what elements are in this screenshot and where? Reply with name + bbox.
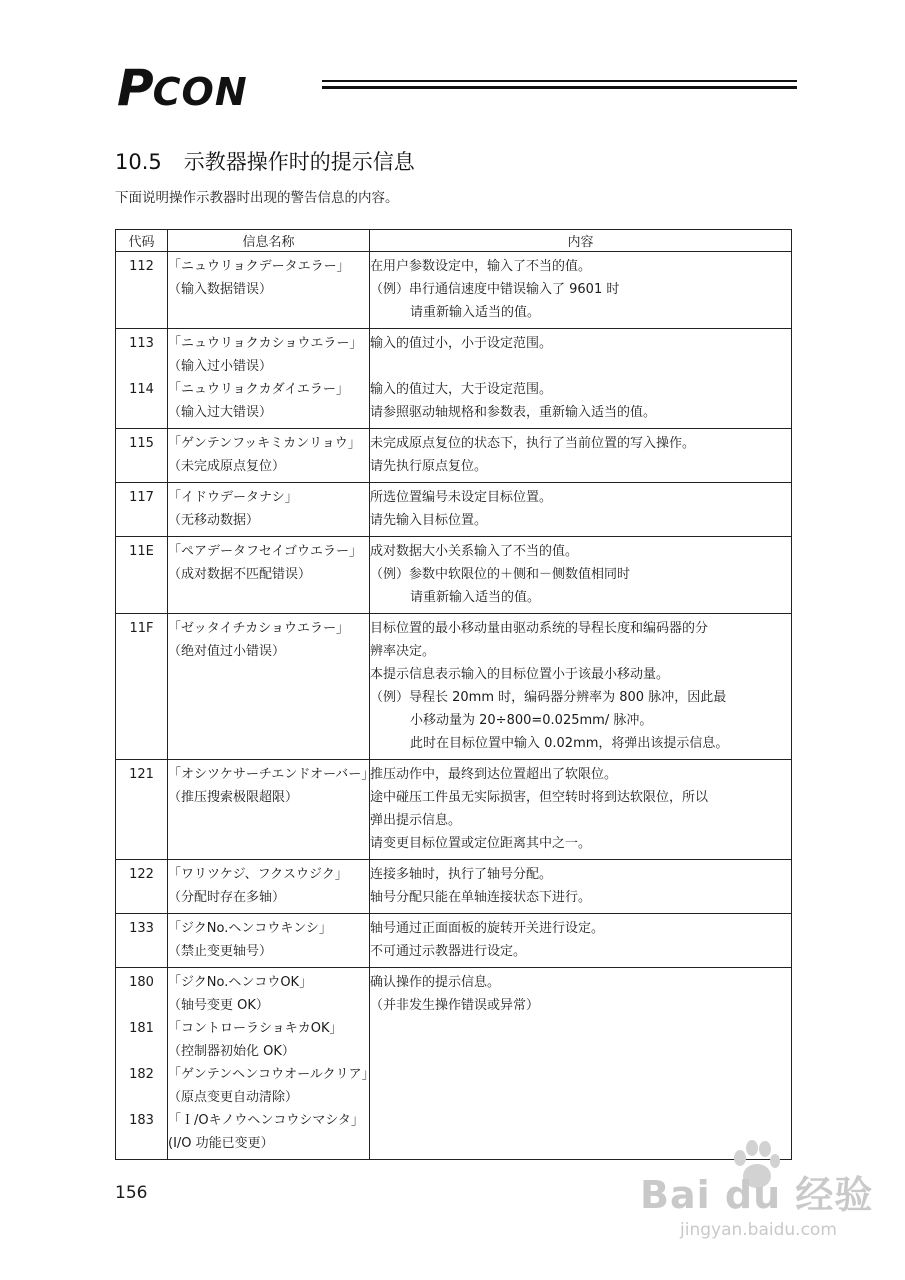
logo-con: CON	[152, 70, 248, 114]
table-row	[116, 760, 792, 860]
name-line: 「ニュウリョクカダイエラー」	[168, 382, 349, 397]
code-cell	[116, 968, 168, 1160]
name-line: （输入过小错误）	[168, 359, 273, 374]
content-line: 确认操作的提示信息。	[370, 975, 501, 990]
code-line	[116, 809, 167, 832]
code-line: 112	[129, 259, 154, 274]
code-cell	[116, 537, 168, 614]
content-line: 连接多轴时，执行了轴号分配。	[370, 867, 553, 882]
code-cell	[116, 914, 168, 968]
name-line: 「オシツケサーチエンドオーバー」	[168, 767, 375, 782]
content-line: 轴号分配只能在单轴连接状态下进行。	[370, 890, 592, 905]
content-line: （并非发生操作错误或异常）	[370, 998, 540, 1013]
content-line: 小移动量为 20÷800=0.025mm/ 脉冲。	[410, 713, 653, 728]
content-line: 所选位置编号未设定目标位置。	[370, 490, 553, 505]
table-row	[116, 483, 792, 537]
name-line: 「ニュウリョクカショウエラー」	[168, 336, 363, 351]
name-line: 「ジクNo.ヘンコウキンシ」	[168, 921, 332, 936]
name-line: （控制器初始化 OK）	[168, 1044, 295, 1059]
name-line: （轴号变更 OK）	[168, 998, 269, 1013]
content-line: （例）导程长 20mm 时，编码器分辨率为 800 脉冲，因此最	[370, 690, 727, 705]
name-line: （分配时存在多轴）	[168, 890, 286, 905]
code-line	[116, 686, 167, 709]
code-line	[116, 563, 167, 586]
code-line	[116, 1040, 167, 1063]
name-line: （推压搜索极限超限）	[168, 790, 299, 805]
code-line: 11F	[129, 621, 154, 636]
name-line: （无移动数据）	[168, 513, 260, 528]
content-cell	[370, 429, 792, 483]
content-line: 输入的值过小，小于设定范围。	[370, 336, 553, 351]
content-cell	[370, 537, 792, 614]
table-row	[116, 968, 792, 1160]
name-line: (I/O 功能已变更）	[168, 1136, 274, 1151]
code-line	[116, 709, 167, 732]
code-line	[116, 663, 167, 686]
baidu-watermark	[640, 1140, 874, 1250]
content-line: 弹出提示信息。	[370, 813, 462, 828]
name-cell	[168, 483, 370, 537]
content-line: 推压动作中，最终到达位置超出了软限位。	[370, 767, 618, 782]
content-cell	[370, 252, 792, 329]
section-number: 10.5	[115, 150, 162, 174]
content-line: 不可通过示教器进行设定。	[370, 944, 527, 959]
section-intro: 下面说明操作示教器时出现的警告信息的内容。	[115, 190, 399, 206]
content-line: 此时在目标位置中输入 0.02mm，将弹出该提示信息。	[410, 736, 729, 751]
name-cell	[168, 429, 370, 483]
content-line: 请重新输入适当的值。	[410, 305, 541, 320]
header-rule	[322, 80, 797, 93]
code-line: 121	[129, 767, 154, 782]
name-line: （未完成原点复位）	[168, 459, 286, 474]
name-line: 「ゼッタイチカショウエラー」	[168, 621, 349, 636]
code-cell	[116, 483, 168, 537]
pcon-logo	[117, 59, 797, 117]
code-line: 122	[129, 867, 154, 882]
name-line: 「Ｉ/Oキノウヘンコウシマシタ」	[168, 1113, 364, 1128]
code-line: 115	[129, 436, 154, 451]
code-line	[116, 832, 167, 855]
code-line	[116, 886, 167, 909]
content-line: 本提示信息表示输入的目标位置小于该最小移动量。	[370, 667, 670, 682]
header-name: 信息名称	[168, 230, 370, 252]
content-cell	[370, 914, 792, 968]
content-cell	[370, 329, 792, 429]
content-line: 辨率决定。	[370, 644, 436, 659]
name-line: 「コントローラショキカOK」	[168, 1021, 343, 1036]
name-line: （原点变更自动清除）	[168, 1090, 299, 1105]
content-cell	[370, 860, 792, 914]
table-row	[116, 429, 792, 483]
code-line	[116, 355, 167, 378]
code-line	[116, 994, 167, 1017]
content-line: 目标位置的最小移动量由驱动系统的导程长度和编码器的分	[370, 621, 709, 636]
code-cell	[116, 329, 168, 429]
table-body	[116, 252, 792, 1160]
name-cell	[168, 968, 375, 1160]
name-cell	[168, 252, 370, 329]
logo-letter-p: P	[117, 59, 153, 117]
content-line: 输入的值过大，大于设定范围。	[370, 382, 553, 397]
code-line: 180	[129, 975, 154, 990]
code-line: 113	[129, 336, 154, 351]
table-row	[116, 860, 792, 914]
name-line: （成对数据不匹配错误）	[168, 567, 312, 582]
code-line	[116, 640, 167, 663]
name-cell	[168, 860, 370, 914]
code-line: 117	[129, 490, 154, 505]
code-line	[116, 586, 167, 609]
name-line: （输入过大错误）	[168, 405, 273, 420]
code-cell	[116, 860, 168, 914]
name-line: 「ゲンテンヘンコウオールクリア」	[168, 1067, 375, 1082]
name-line: 「ペアデータフセイゴウエラー」	[168, 544, 362, 559]
table-row	[116, 537, 792, 614]
code-line: 133	[129, 921, 154, 936]
code-cell	[116, 252, 168, 329]
name-cell	[168, 760, 375, 860]
code-line	[116, 301, 167, 324]
name-line: 「ワリツケジ、フクスウジク」	[168, 867, 348, 882]
code-line	[116, 786, 167, 809]
code-line	[116, 401, 167, 424]
name-cell	[168, 614, 370, 760]
code-line	[116, 1086, 167, 1109]
name-line: （绝对值过小错误）	[168, 644, 286, 659]
content-line: 请重新输入适当的值。	[410, 590, 541, 605]
content-line: （例）参数中软限位的＋侧和－侧数值相同时	[370, 567, 631, 582]
code-line: 182	[129, 1067, 154, 1082]
code-line	[116, 940, 167, 963]
code-line	[116, 1132, 167, 1155]
content-cell	[370, 483, 792, 537]
name-cell	[168, 537, 370, 614]
code-line	[116, 509, 167, 532]
code-line	[116, 455, 167, 478]
table-row	[116, 329, 792, 429]
table-row	[116, 914, 792, 968]
code-line: 11E	[129, 544, 154, 559]
content-cell	[370, 614, 792, 760]
watermark-url: jingyan.baidu.com	[680, 1220, 837, 1240]
content-line: 途中碰压工件虽无实际损害，但空转时将到达软限位，所以	[370, 790, 709, 805]
content-line: 轴号通过正面面板的旋转开关进行设定。	[370, 921, 605, 936]
header-code: 代码	[116, 230, 168, 252]
name-line: 「ゲンテンフッキミカンリョウ」	[168, 436, 361, 451]
name-line: 「ジクNo.ヘンコウOK」	[168, 975, 313, 990]
header-content: 内容	[370, 230, 792, 252]
table-row	[116, 252, 792, 329]
code-line: 183	[129, 1113, 154, 1128]
table-header-row	[116, 230, 792, 252]
content-line: 成对数据大小关系输入了不当的值。	[370, 544, 579, 559]
content-line: 请参照驱动轴规格和参数表，重新输入适当的值。	[370, 405, 657, 420]
content-line: 未完成原点复位的状态下，执行了当前位置的写入操作。	[370, 436, 696, 451]
content-line: 在用户参数设定中，输入了不当的值。	[370, 259, 592, 274]
name-cell	[168, 329, 370, 429]
name-line: （禁止变更轴号）	[168, 944, 273, 959]
code-line: 181	[129, 1021, 154, 1036]
content-line	[370, 355, 791, 378]
table-row	[116, 614, 792, 760]
content-cell	[370, 968, 792, 1160]
name-line: （输入数据错误）	[168, 282, 273, 297]
code-cell	[116, 760, 168, 860]
code-cell	[116, 429, 168, 483]
content-line: 请先执行原点复位。	[370, 459, 488, 474]
code-line	[116, 278, 167, 301]
name-line: 「イドウデータナシ」	[168, 490, 298, 505]
name-line: 「ニュウリョクデータエラー」	[168, 259, 350, 274]
code-line: 114	[129, 382, 154, 397]
name-cell	[168, 914, 370, 968]
content-cell	[370, 760, 792, 860]
code-line	[116, 732, 167, 755]
code-cell	[116, 614, 168, 760]
content-line: （例）串行通信速度中错误输入了 9601 时	[370, 282, 620, 297]
page-number: 156	[115, 1183, 148, 1203]
watermark-logo: Bai du 经验	[640, 1173, 874, 1217]
message-table	[115, 229, 792, 1160]
section-title	[115, 146, 415, 176]
content-line: 请变更目标位置或定位距离其中之一。	[370, 836, 592, 851]
section-heading: 示教器操作时的提示信息	[183, 150, 415, 174]
content-line: 请先输入目标位置。	[370, 513, 488, 528]
